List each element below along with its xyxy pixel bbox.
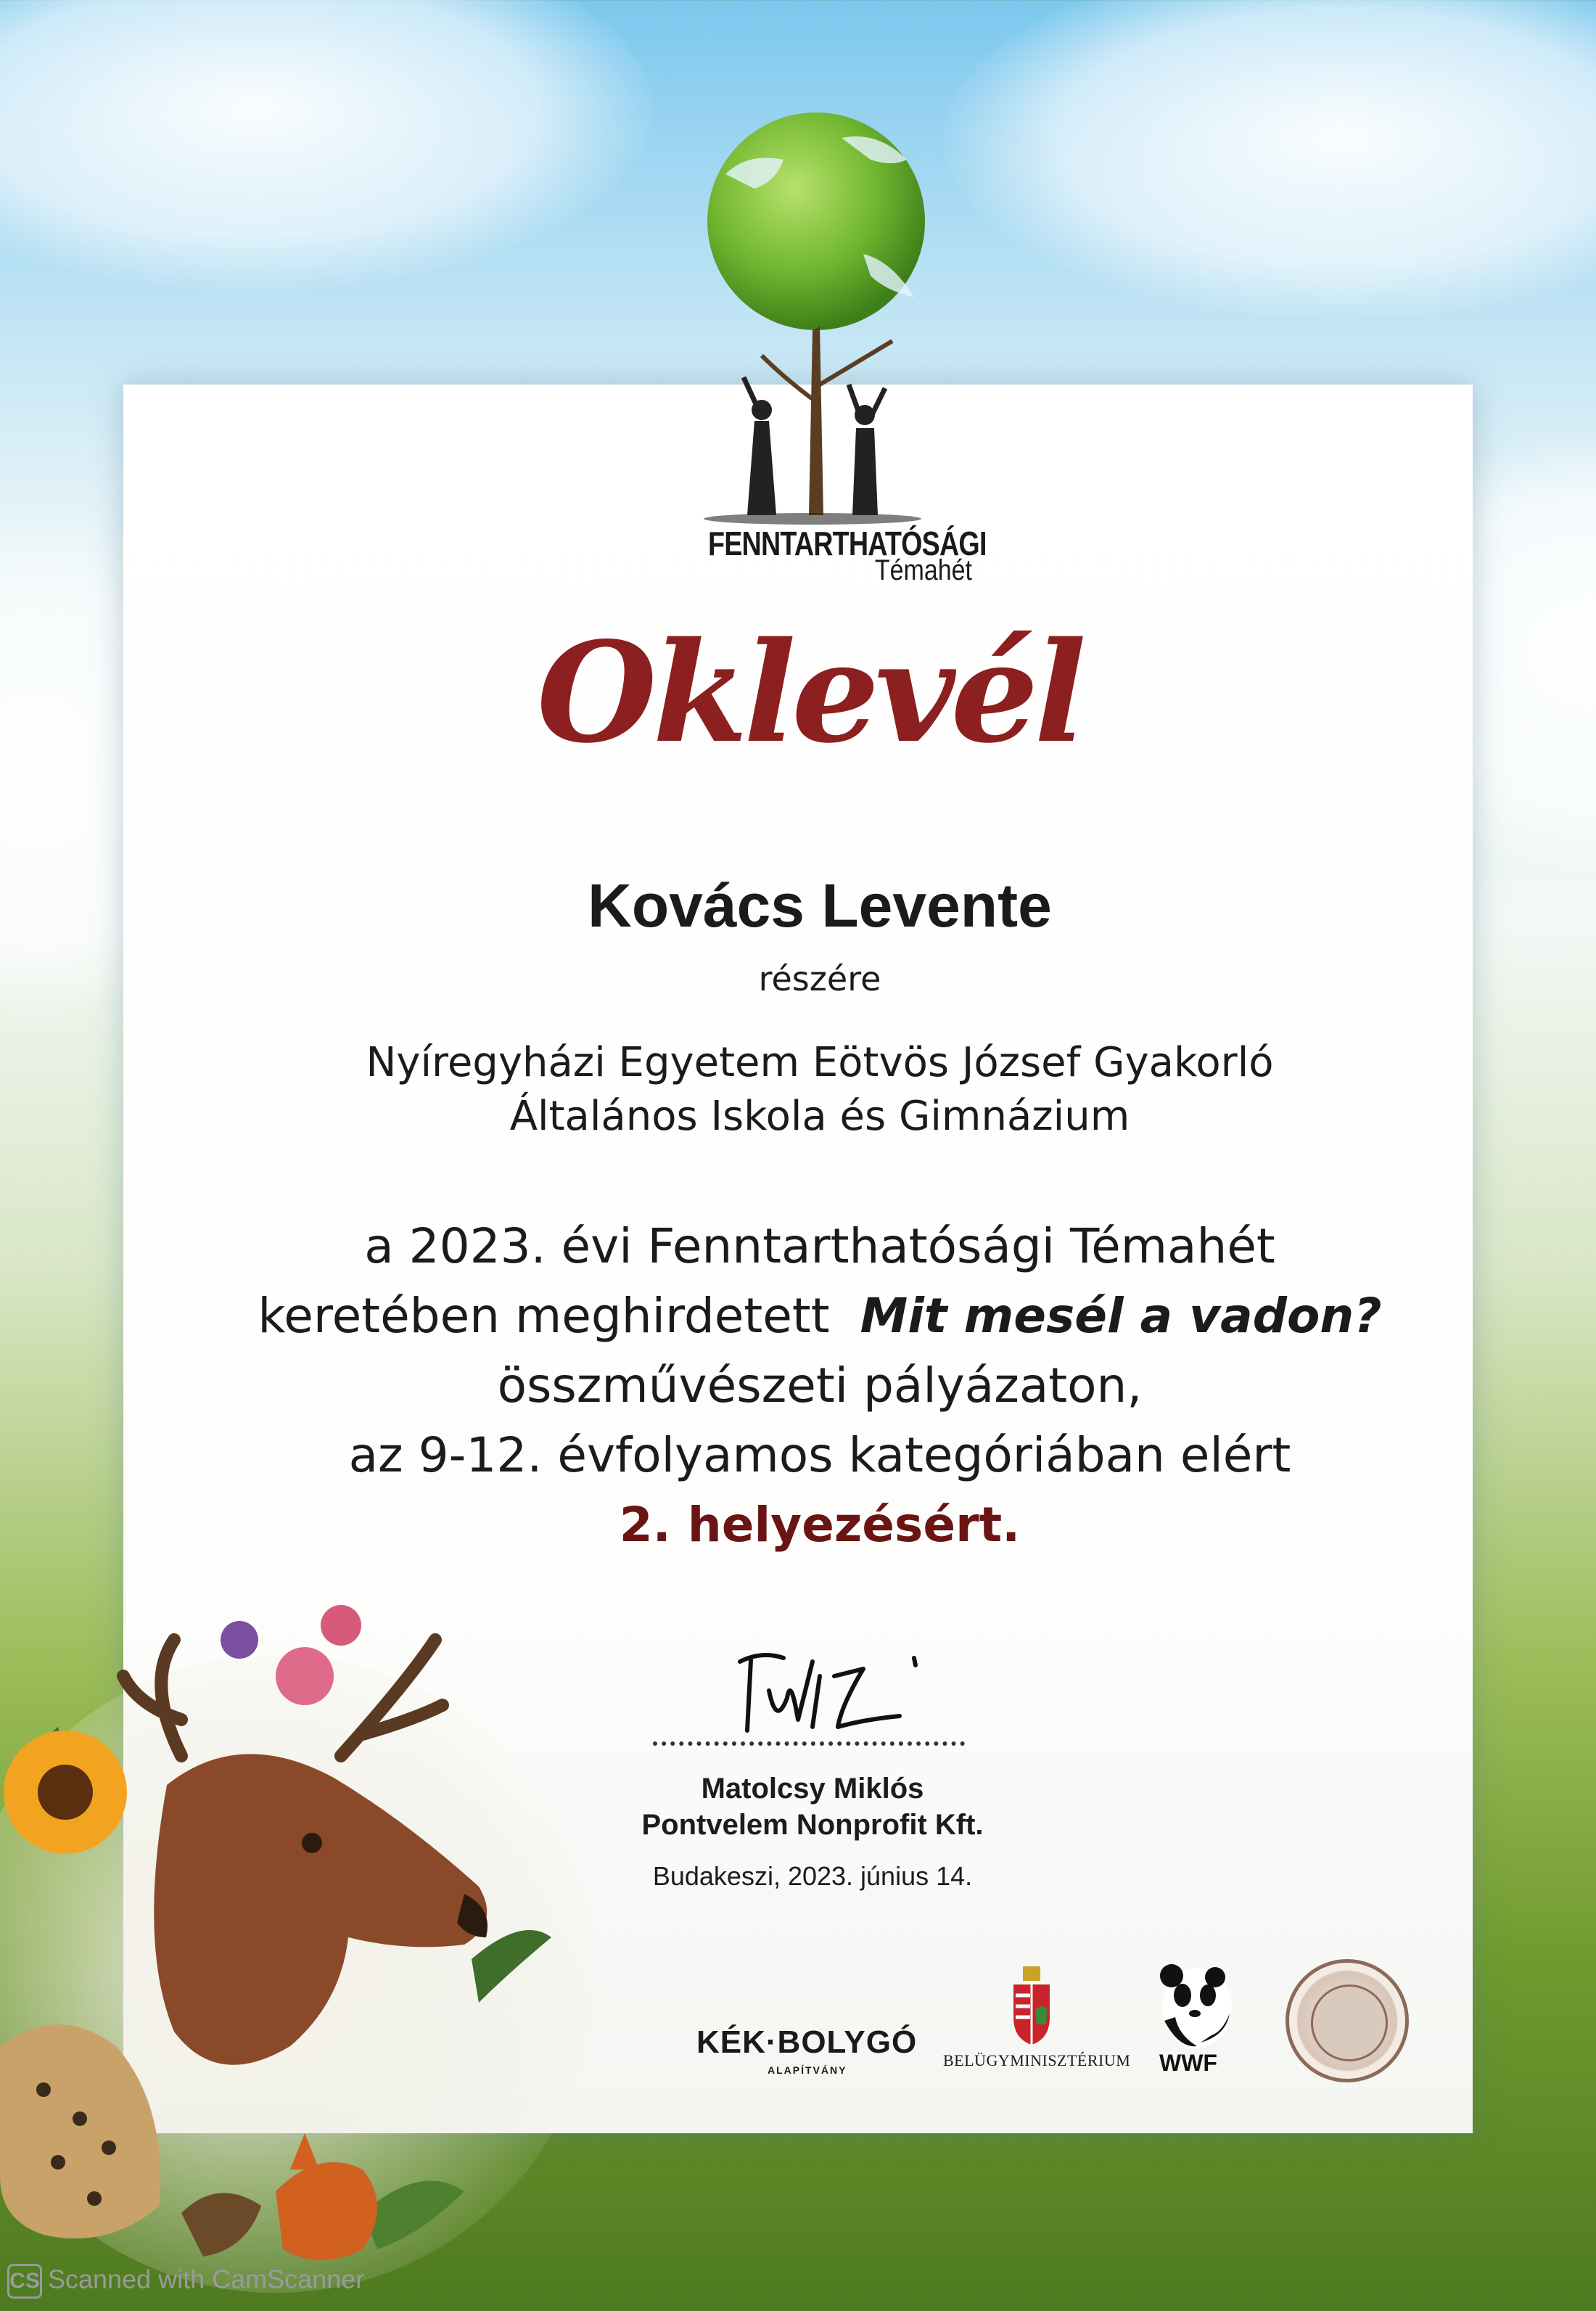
place-date: Budakeszi, 2023. június 14. xyxy=(652,1861,973,1891)
scanner-text: Scanned with CamScanner xyxy=(48,2264,365,2294)
kek-bolygo-logo: KÉK·BOLYGÓ xyxy=(696,2024,918,2060)
award-line-1: a 2023. évi Fenntarthatósági Témahét xyxy=(364,1218,1275,1274)
seal-center xyxy=(1311,1984,1388,2061)
camscanner-icon: CS xyxy=(7,2264,42,2299)
certificate-heading: Oklevél xyxy=(537,612,1082,773)
wildlife-illustration xyxy=(0,1596,595,2311)
award-text xyxy=(174,1212,1465,1560)
recipient-name: Kovács Levente xyxy=(588,871,1052,940)
cloud xyxy=(943,0,1596,319)
reading-society-seal-icon xyxy=(1286,1959,1409,2082)
hungarian-coat-of-arms-icon xyxy=(1010,1966,1053,2046)
wwf-logo: WWF xyxy=(1159,2050,1217,2076)
signer-organization: Pontvelem Nonprofit Kft. xyxy=(641,1809,984,1841)
logo-title: FENNTARTHATÓSÁGI xyxy=(708,525,987,562)
ministry-logo: BELÜGYMINISZTÉRIUM xyxy=(943,2051,1131,2069)
school-line-2: Általános Iskola és Gimnázium xyxy=(509,1093,1130,1140)
award-line-3: összművészeti pályázaton, xyxy=(497,1358,1143,1413)
sunflower-icon xyxy=(4,1731,127,1854)
award-line-4: az 9-12. évfolyamos kategóriában elért xyxy=(348,1427,1291,1483)
kek-bolygo-subtitle: ALAPÍTVÁNY xyxy=(768,2064,847,2076)
handwritten-signature xyxy=(718,1647,936,1741)
school-line-1: Nyíregyházi Egyetem Eötvös József Gyakorló xyxy=(366,1039,1274,1086)
signature-line xyxy=(653,1741,965,1746)
pink-flower-icon xyxy=(321,1605,361,1646)
for-label: részére xyxy=(758,959,881,998)
signer-name: Matolcsy Miklós xyxy=(701,1773,924,1805)
cloud xyxy=(0,0,653,290)
school-name xyxy=(174,1036,1465,1144)
logo-subtitle: Témahét xyxy=(874,554,972,586)
pink-flower-icon xyxy=(276,1647,334,1705)
scanner-watermark xyxy=(7,2264,364,2299)
panda-icon xyxy=(1157,1963,1237,2050)
purple-flower-icon xyxy=(221,1621,258,1659)
award-line-2 xyxy=(174,1281,1465,1351)
placement-text: 2. helyezésért. xyxy=(619,1497,1021,1553)
signer-block xyxy=(566,1770,1059,1843)
award-line-2-prefix: keretében meghirdetett xyxy=(258,1288,830,1344)
competition-title: Mit mesél a vadon? xyxy=(860,1288,1382,1344)
